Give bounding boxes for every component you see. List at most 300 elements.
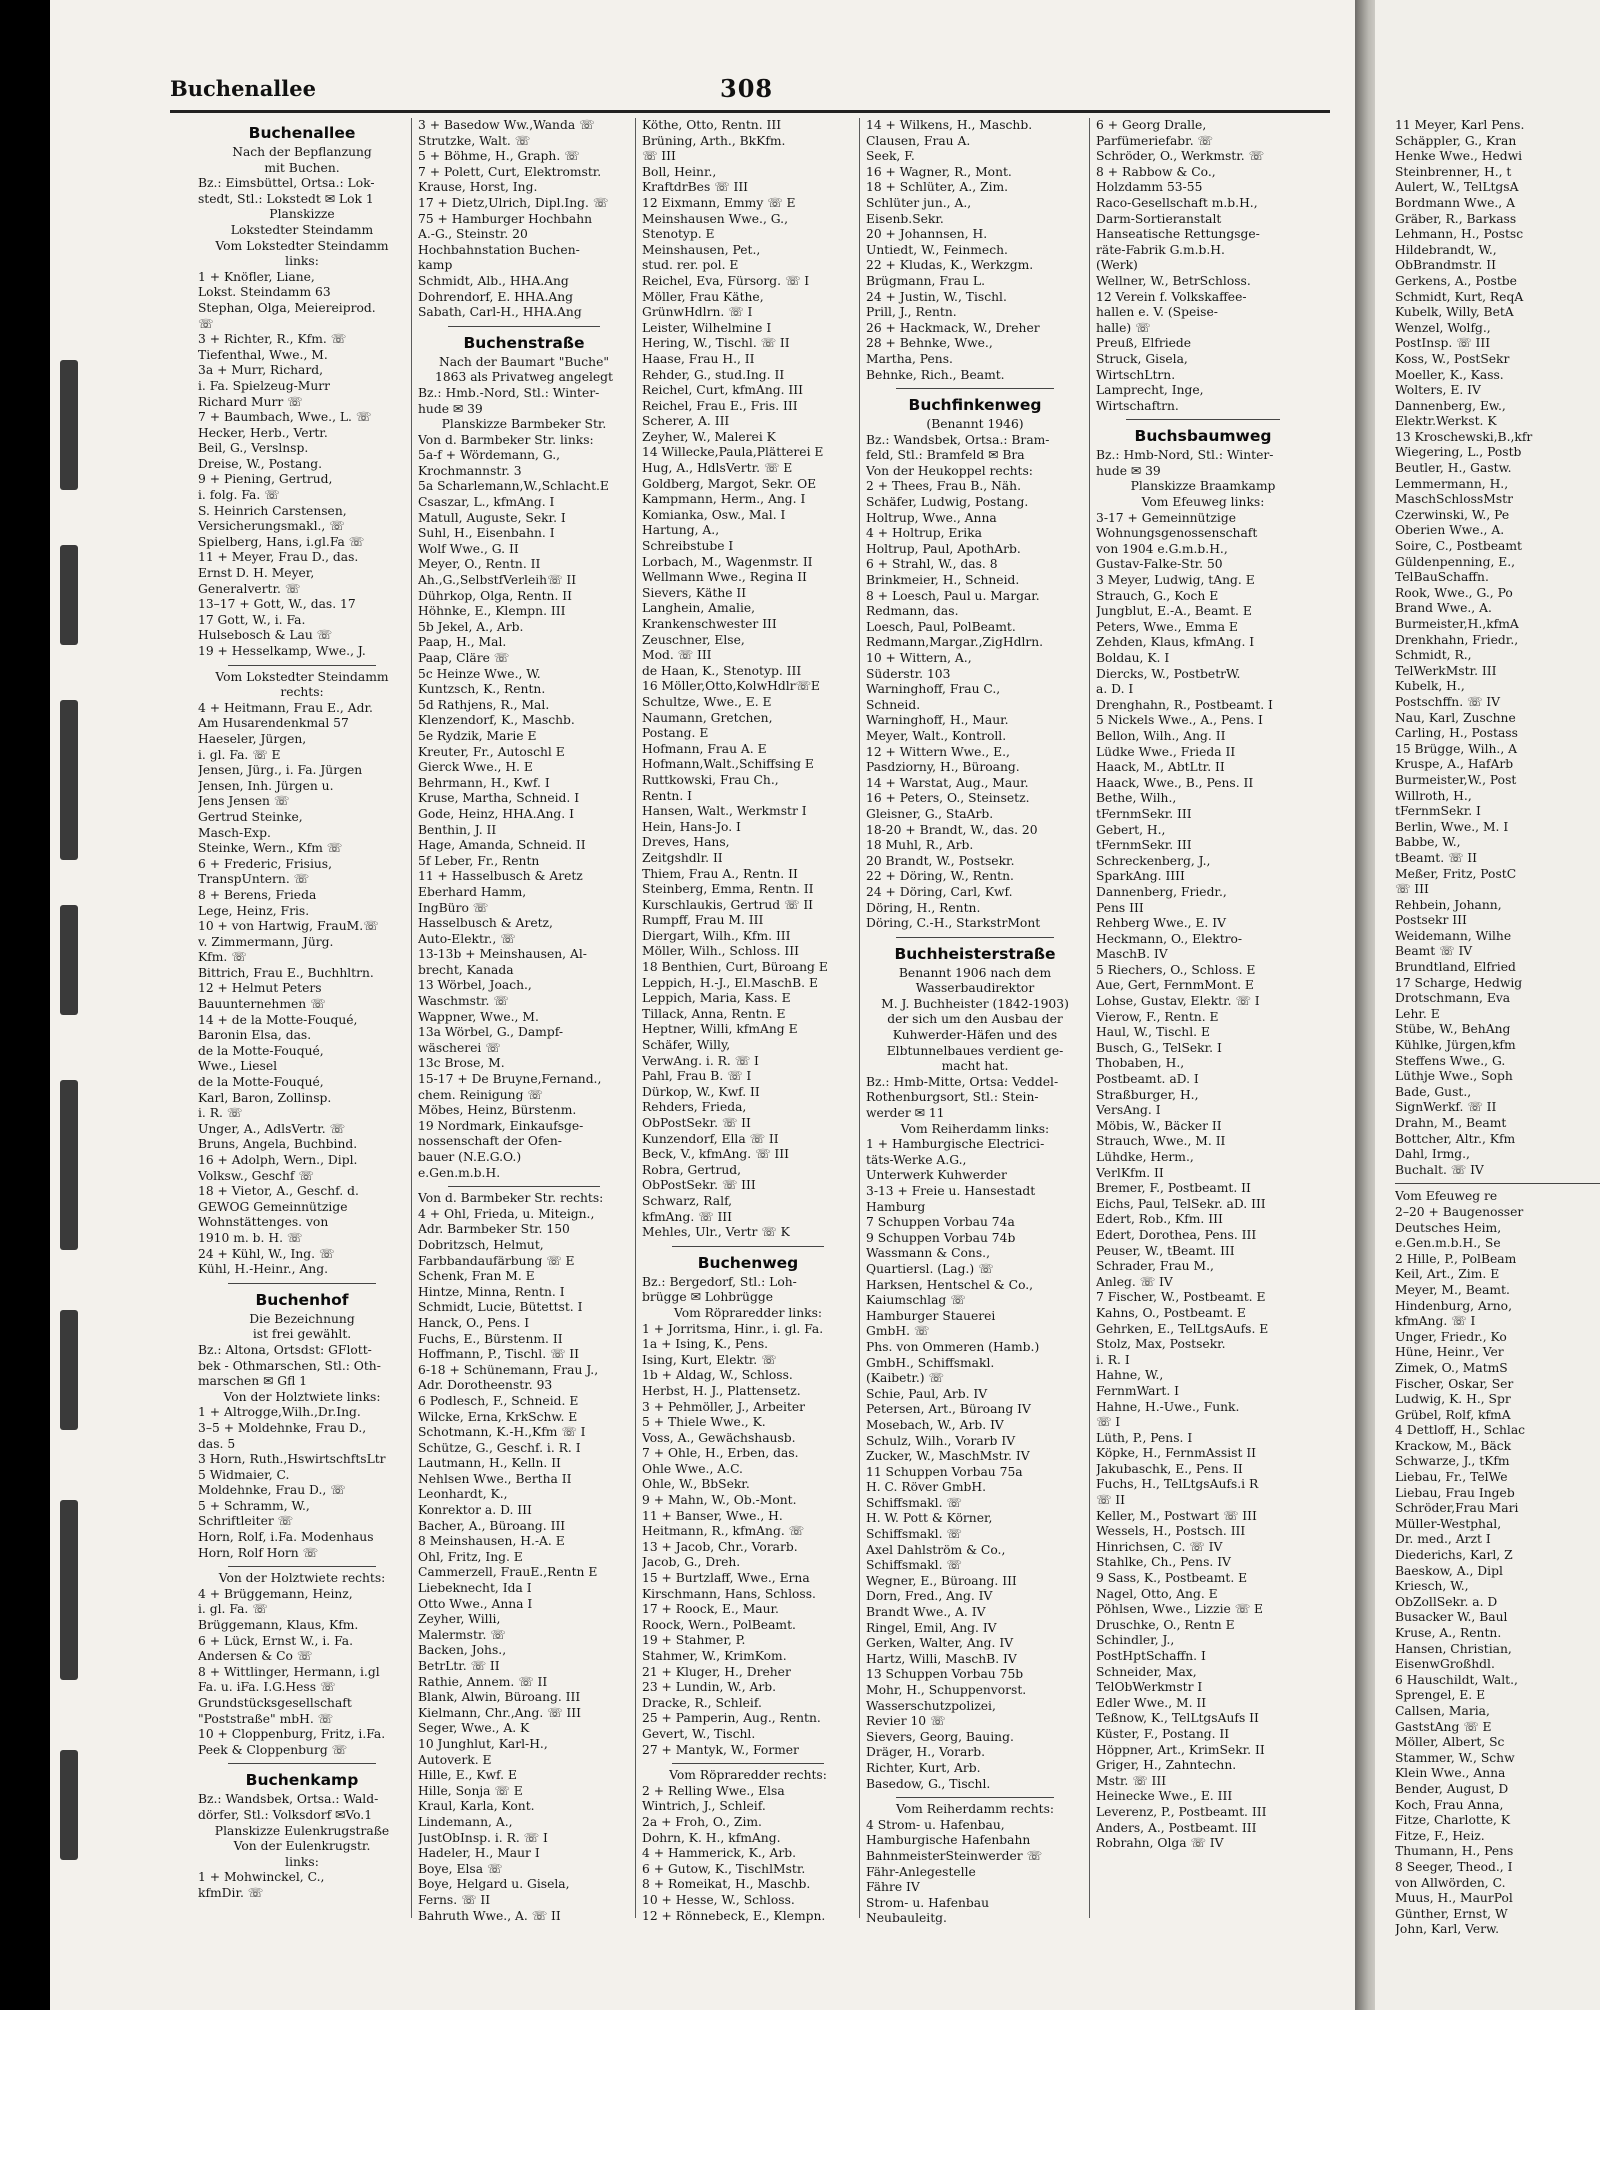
directory-entry: Schwarz, Ralf, bbox=[642, 1193, 733, 1208]
directory-entry: SignWerkf. ☏ II bbox=[1395, 1100, 1497, 1115]
directory-entry: Sprengel, E. E bbox=[1395, 1688, 1486, 1703]
directory-entry: 6 + Georg Dralle, bbox=[1096, 118, 1207, 132]
directory-entry: 5d Rathjens, R., Mal. bbox=[418, 697, 550, 712]
street-heading: Buchenkamp bbox=[245, 1771, 359, 1790]
directory-entry: Langhein, Amalie, bbox=[642, 601, 756, 616]
street-note: Benannt 1906 nach dem bbox=[898, 965, 1052, 980]
directory-entry: Heitmann, R., kfmAng. ☏ bbox=[642, 1524, 805, 1539]
directory-entry: Möbis, W., Bäcker II bbox=[1096, 1118, 1222, 1133]
directory-entry: Brüning, Arth., BkKfm. bbox=[642, 133, 786, 148]
directory-entry: 6 + Strahl, W., das. 8 bbox=[866, 557, 998, 572]
directory-entry: 6-18 + Schünemann, Frau J., bbox=[418, 1362, 599, 1377]
directory-entry: Adr. Barmbeker Str. 150 bbox=[418, 1222, 570, 1237]
directory-entry: Fuchs, H., TelLtgsAufs.i R bbox=[1096, 1477, 1259, 1492]
directory-entry: Sievers, Käthe II bbox=[642, 585, 747, 600]
directory-entry: Brügmann, Frau L. bbox=[866, 273, 985, 288]
directory-entry: Behnke, Rich., Beamt. bbox=[866, 367, 1005, 382]
directory-entry: Raco-Gesellschaft m.b.H., bbox=[1096, 195, 1258, 210]
directory-entry: Schiffsmakl. ☏ bbox=[866, 1495, 962, 1510]
directory-entry: Cammerzell, FrauE.,Rentn E bbox=[418, 1565, 598, 1580]
directory-entry: 2a + Froh, O., Zim. bbox=[642, 1814, 762, 1829]
directory-entry: Stahlke, Ch., Pens. IV bbox=[1096, 1555, 1231, 1570]
directory-entry: Schie, Paul, Arb. IV bbox=[866, 1386, 988, 1401]
directory-entry: Wolters, E. IV bbox=[1395, 383, 1481, 398]
directory-entry: Bruns, Angela, Buchbind. bbox=[198, 1137, 358, 1152]
directory-entry: Brundtland, Elfried bbox=[1395, 960, 1516, 975]
directory-entry: ObZollSekr. a. D bbox=[1395, 1594, 1498, 1609]
directory-entry: bek - Othmarschen, Stl.: Oth- bbox=[198, 1358, 381, 1373]
directory-entry: 3 Meyer, Ludwig, tAng. E bbox=[1096, 573, 1255, 588]
street-heading: Buchenstraße bbox=[463, 333, 585, 352]
directory-entry: Scherer, A. III bbox=[642, 414, 730, 429]
directory-entry: Carling, H., Postass bbox=[1395, 726, 1518, 741]
directory-entry: Peters, Wwe., Emma E bbox=[1096, 619, 1238, 634]
directory-entry: Willroth, H., bbox=[1395, 788, 1472, 803]
directory-entry: marschen ✉ Gfl 1 bbox=[198, 1374, 308, 1389]
directory-entry: VerwAng. i. R. ☏ I bbox=[642, 1053, 759, 1068]
directory-entry: 1a + Ising, K., Pens. bbox=[642, 1337, 769, 1352]
directory-entry: 1 + Knöfler, Liane, bbox=[198, 269, 315, 284]
directory-entry: i. R. I bbox=[1096, 1352, 1130, 1367]
directory-entry: Schindler, J., bbox=[1096, 1633, 1175, 1648]
section-rule bbox=[896, 1797, 1054, 1798]
directory-entry: Grundstücksgesellschaft bbox=[198, 1696, 352, 1710]
directory-entry: Wellmann Wwe., Regina II bbox=[642, 570, 807, 585]
street-heading: Buchsbaumweg bbox=[1134, 427, 1272, 446]
directory-entry: Thumann, H., Pens bbox=[1395, 1844, 1514, 1859]
directory-entry: Ohl, Fritz, Ing. E bbox=[418, 1549, 523, 1564]
directory-entry: SparkAng. IIII bbox=[1096, 869, 1185, 884]
directory-entry: Diederichs, Karl, Z bbox=[1395, 1548, 1513, 1563]
street-note: Vom Efeuweg re bbox=[1395, 1189, 1498, 1204]
directory-entry: Wolf Wwe., G. II bbox=[418, 541, 519, 556]
directory-entry: 5a Scharlemann,W.,Schlacht.E bbox=[418, 479, 609, 494]
directory-entry: 3-13 + Freie u. Hansestadt bbox=[866, 1184, 1036, 1198]
directory-entry: GrünwHdlrn. ☏ I bbox=[642, 305, 753, 320]
directory-entry: (Werk) bbox=[1096, 258, 1138, 273]
directory-entry: Straßburger, H., bbox=[1096, 1087, 1199, 1102]
directory-entry: Teßnow, K., TelLtgsAufs II bbox=[1096, 1711, 1259, 1726]
directory-entry: Liebeknecht, Ida I bbox=[418, 1581, 532, 1596]
section-rule bbox=[228, 1283, 376, 1284]
directory-entry: Hinrichsen, C. ☏ IV bbox=[1096, 1539, 1223, 1554]
section-rule bbox=[896, 388, 1054, 389]
directory-entry: Holtrup, Wwe., Anna bbox=[866, 510, 997, 525]
directory-entry: Schreckenberg, J., bbox=[1096, 853, 1211, 868]
directory-entry: Lemmermann, H., bbox=[1395, 476, 1509, 491]
directory-entry: Dahl, Irmg., bbox=[1395, 1147, 1470, 1162]
directory-entry: bauer (N.E.G.O.) bbox=[418, 1150, 522, 1164]
directory-entry: Ernst D. H. Meyer, bbox=[198, 566, 315, 581]
directory-entry: Stolz, Max, Postsekr. bbox=[1096, 1337, 1226, 1352]
directory-entry: Schenk, Fran M. E bbox=[418, 1269, 535, 1284]
directory-entry: Loesch, Paul, PolBeamt. bbox=[866, 619, 1016, 634]
directory-entry: Bz.: Hmb-Nord, Stl.: Winter- bbox=[1096, 448, 1274, 463]
directory-entry: Axel Dahlström & Co., bbox=[866, 1542, 1006, 1557]
directory-entry: Stenotyp. E bbox=[642, 227, 715, 242]
street-note: Vom Efeuweg links: bbox=[1141, 495, 1265, 510]
directory-entry: Otto Wwe., Anna I bbox=[418, 1596, 533, 1611]
directory-entry: 3 Horn, Ruth.,HswirtschftsLtr bbox=[198, 1452, 386, 1467]
directory-entry: Voss, A., Gewächshausb. bbox=[642, 1430, 796, 1445]
directory-entry: Hein, Hans-Jo. I bbox=[642, 819, 741, 834]
street-note: Planskizze bbox=[269, 207, 335, 222]
directory-entry: Phs. von Ommeren (Hamb.) bbox=[866, 1339, 1040, 1354]
directory-entry: Bittrich, Frau E., Buchhltrn. bbox=[198, 965, 374, 980]
directory-entry: Pens III bbox=[1096, 900, 1144, 915]
directory-entry: Zeuschner, Else, bbox=[642, 632, 745, 647]
directory-entry: Drenghahn, R., Postbeamt. I bbox=[1096, 697, 1273, 712]
directory-entry: Heinecke Wwe., E. III bbox=[1096, 1789, 1233, 1804]
directory-entry: Lorbach, M., Wagenmstr. II bbox=[642, 554, 813, 569]
street-note: Vom Röpraredder links: bbox=[673, 1305, 823, 1320]
directory-entry: 5 + Schramm, W., bbox=[198, 1498, 310, 1513]
directory-entry: Warninghoff, Frau C., bbox=[866, 682, 1001, 697]
directory-entry: Holtrup, Paul, ApothArb. bbox=[866, 541, 1021, 556]
directory-entry: 17 Scharge, Hedwig bbox=[1395, 975, 1523, 990]
directory-entry: Malermstr. ☏ bbox=[418, 1627, 506, 1642]
directory-entry: 3-17 + Gemeinnützige bbox=[1096, 510, 1236, 525]
directory-entry: Ohle Wwe., A.C. bbox=[642, 1461, 743, 1476]
directory-entry: Bade, Gust., bbox=[1395, 1084, 1472, 1099]
directory-entry: Edler Wwe., M. II bbox=[1096, 1695, 1207, 1710]
directory-entry: halle) ☏ bbox=[1096, 320, 1151, 335]
directory-entry: 7 Schuppen Vorbau 74a bbox=[866, 1215, 1015, 1230]
directory-entry: Reichel, Curt, kfmAng. III bbox=[642, 383, 803, 398]
directory-entry: Mstr. ☏ III bbox=[1096, 1773, 1167, 1788]
directory-entry: Adr. Dorotheenstr. 93 bbox=[418, 1378, 553, 1393]
column-rule bbox=[635, 118, 636, 1918]
directory-entry: Fähr-Anlegestelle bbox=[866, 1864, 976, 1879]
section-rule bbox=[672, 1763, 824, 1764]
column-3 bbox=[642, 118, 854, 2008]
directory-entry: Anleg. ☏ IV bbox=[1096, 1274, 1173, 1289]
section-rule bbox=[672, 1246, 824, 1247]
directory-entry: Fitze, Charlotte, K bbox=[1395, 1813, 1511, 1828]
directory-entry: Eichs, Paul, TelSekr. aD. III bbox=[1096, 1196, 1266, 1211]
directory-entry: 14 + de la Motte-Fouqué, bbox=[198, 1012, 358, 1027]
directory-entry: Babbe, W., bbox=[1395, 835, 1461, 850]
directory-entry: Quartiersl. (Lag.) ☏ bbox=[866, 1261, 994, 1276]
directory-entry: Rook, Wwe., G., Po bbox=[1395, 585, 1513, 600]
directory-entry: Heckmann, O., Elektro- bbox=[1096, 931, 1243, 946]
directory-entry: Neubauleitg. bbox=[866, 1911, 947, 1926]
column-rule bbox=[1089, 118, 1090, 1918]
directory-entry: Reichel, Eva, Fürsorg. ☏ I bbox=[642, 273, 810, 288]
directory-entry: Strom- u. Hafenbau bbox=[866, 1895, 990, 1910]
directory-entry: Bottcher, Altr., Kfm bbox=[1395, 1131, 1516, 1146]
directory-entry: Jacob, G., Dreh. bbox=[642, 1555, 741, 1570]
directory-entry: Masch-Exp. bbox=[198, 825, 271, 840]
directory-entry: Wassmann & Cons., bbox=[866, 1246, 990, 1261]
street-note: Nach der Baumart "Buche" bbox=[438, 354, 610, 369]
directory-entry: Gustav-Falke-Str. 50 bbox=[1096, 557, 1223, 572]
directory-entry: Schröder, O., Werkmstr. ☏ bbox=[1096, 149, 1264, 164]
directory-entry: i. gl. Fa. ☏ bbox=[198, 1602, 268, 1617]
directory-entry: Baeskow, A., Dipl bbox=[1395, 1563, 1503, 1578]
directory-entry: Dannenberg, Ew., bbox=[1395, 398, 1506, 413]
directory-entry: Mosebach, W., Arb. IV bbox=[866, 1417, 1004, 1432]
directory-entry: Möller, Wilh., Schloss. III bbox=[642, 944, 799, 959]
directory-entry: Jens Jensen ☏ bbox=[198, 794, 290, 809]
directory-entry: wäscherei ☏ bbox=[418, 1040, 501, 1055]
directory-entry: Deutsches Heim, bbox=[1395, 1220, 1502, 1235]
directory-entry: Liebau, Fr., TelWe bbox=[1395, 1470, 1508, 1485]
running-head-title: Buchenallee bbox=[170, 76, 316, 101]
directory-entry: Fischer, Oskar, Ser bbox=[1395, 1376, 1514, 1391]
directory-entry: 5 Widmaier, C. bbox=[198, 1467, 290, 1482]
directory-entry: Ising, Kurt, Elektr. ☏ bbox=[642, 1352, 777, 1367]
directory-entry: Postang. E bbox=[642, 726, 709, 741]
directory-entry: Haeseler, Jürgen, bbox=[198, 731, 307, 746]
directory-entry: Zeyher, W., Malerei K bbox=[642, 429, 776, 444]
street-note: rechts: bbox=[280, 685, 324, 700]
directory-entry: 22 + Kludas, K., Werkzgm. bbox=[866, 258, 1034, 273]
directory-entry: 17 Gott, W., i. Fa. bbox=[198, 612, 306, 627]
directory-entry: Hindenburg, Arno, bbox=[1395, 1298, 1512, 1313]
directory-entry: 75 + Hamburger Hochbahn bbox=[418, 211, 593, 226]
directory-entry: Gerkens, A., Postbe bbox=[1395, 273, 1517, 288]
directory-entry: Hahne, H.-Uwe., Funk. bbox=[1096, 1399, 1240, 1414]
directory-entry: Hanseatische Rettungsge- bbox=[1096, 227, 1260, 242]
directory-entry: Schäfer, Ludwig, Postang. bbox=[866, 495, 1029, 510]
directory-entry: Bordmann Wwe., A bbox=[1395, 195, 1515, 210]
directory-entry: Krochmannstr. 3 bbox=[418, 463, 522, 478]
directory-entry: 16 Möller,Otto,KolwHdlr☏E bbox=[642, 679, 820, 694]
directory-entry: Gertrud Steinke, bbox=[198, 809, 303, 824]
directory-entry: Berlin, Wwe., M. I bbox=[1395, 819, 1509, 834]
street-heading: Buchenweg bbox=[697, 1253, 799, 1272]
directory-entry: Goldberg, Margot, Sekr. OE bbox=[642, 476, 817, 491]
directory-entry: Lindemann, A., bbox=[418, 1814, 513, 1829]
directory-entry: 4 Dettloff, H., Schlac bbox=[1395, 1423, 1526, 1438]
directory-entry: Seek, F. bbox=[866, 149, 915, 164]
directory-entry: 13 Kroschewski,B.,kfr bbox=[1395, 429, 1533, 444]
directory-entry: Dorn, Fred., Ang. IV bbox=[866, 1589, 993, 1604]
directory-entry: Auto-Elektr., ☏ bbox=[418, 931, 516, 946]
directory-entry: Zeitgshdlr. II bbox=[642, 850, 723, 865]
directory-entry: Hansen, Walt., Werkmstr I bbox=[642, 804, 807, 819]
directory-entry: A.-G., Steinstr. 20 bbox=[418, 227, 528, 242]
directory-entry: Nagel, Otto, Ang. E bbox=[1096, 1586, 1218, 1601]
directory-entry: Warninghoff, H., Maur. bbox=[866, 713, 1009, 728]
directory-entry: 4 + Holtrup, Erika bbox=[866, 526, 983, 541]
directory-entry: Herbst, H. J., Plattensetz. bbox=[642, 1383, 801, 1398]
directory-entry: 4 + Ohl, Frieda, u. Miteign., bbox=[418, 1206, 595, 1221]
directory-entry: 5 Nickels Wwe., A., Pens. I bbox=[1096, 713, 1263, 728]
directory-entry: Rehberg Wwe., E. IV bbox=[1096, 916, 1226, 931]
directory-entry: 26 + Hackmack, W., Dreher bbox=[866, 320, 1040, 335]
directory-entry: Horn, Rolf Horn ☏ bbox=[198, 1545, 319, 1560]
directory-entry: TelObWerkmstr I bbox=[1096, 1680, 1203, 1695]
directory-entry: Petersen, Art., Büroang IV bbox=[866, 1402, 1031, 1417]
directory-entry: 21 + Kluger, H., Dreher bbox=[642, 1664, 791, 1679]
directory-entry: 22 + Döring, W., Rentn. bbox=[866, 869, 1014, 884]
directory-entry: 6 Podlesch, F., Schneid. E bbox=[418, 1393, 579, 1408]
directory-entry: Klein Wwe., Anna bbox=[1395, 1766, 1506, 1781]
directory-entry: 24 + Kühl, W., Ing. ☏ bbox=[198, 1246, 335, 1261]
directory-entry: 28 + Behnke, Wwe., bbox=[866, 336, 993, 351]
directory-entry: Wohnstättenges. von bbox=[198, 1215, 329, 1230]
directory-entry: Bz.: Wandsbek, Ortsa.: Bram- bbox=[866, 432, 1050, 447]
directory-entry: Pahl, Frau B. ☏ I bbox=[642, 1069, 752, 1084]
directory-entry: Rumpff, Frau M. III bbox=[642, 913, 764, 928]
directory-entry: Pöhlsen, Wwe., Lizzie ☏ E bbox=[1096, 1602, 1263, 1617]
directory-entry: 6 + Lück, Ernst W., i. Fa. bbox=[198, 1633, 354, 1648]
directory-entry: Lautmann, H., Kelln. II bbox=[418, 1456, 561, 1471]
street-note: mit Buchen. bbox=[264, 160, 340, 175]
directory-entry: 18 + Schlüter, A., Zim. bbox=[866, 180, 1009, 195]
directory-entry: Mohr, H., Schuppenvorst. bbox=[866, 1683, 1027, 1697]
directory-entry: feld, Stl.: Bramfeld ✉ Bra bbox=[866, 448, 1025, 463]
directory-entry: Wegner, E., Büroang. III bbox=[866, 1573, 1017, 1588]
directory-entry: Beil, G., Verslnsp. bbox=[198, 441, 309, 456]
street-note: Wasserbaudirektor bbox=[915, 981, 1035, 996]
directory-entry: GmbH. ☏ bbox=[866, 1324, 930, 1339]
directory-entry: Edert, Rob., Kfm. III bbox=[1096, 1212, 1223, 1227]
directory-entry: Parfümeriefabr. ☏ bbox=[1096, 133, 1213, 148]
directory-entry: 9 + Piening, Gertrud, bbox=[198, 472, 333, 487]
directory-entry: Bremer, F., Postbeamt. II bbox=[1096, 1181, 1251, 1196]
directory-entry: Rehders, Frieda, bbox=[642, 1100, 747, 1115]
directory-entry: Sabath, Carl-H., HHA.Ang bbox=[418, 305, 582, 320]
directory-entry: Schneid. bbox=[866, 697, 921, 712]
directory-entry: Versicherungsmakl., ☏ bbox=[198, 519, 345, 534]
directory-entry: 12 + Rönnebeck, E., Klempn. bbox=[642, 1908, 826, 1923]
directory-entry: Bauunternehmen ☏ bbox=[198, 997, 326, 1012]
directory-entry: Kriesch, W., bbox=[1395, 1579, 1469, 1594]
street-note: Planskizze Braamkamp bbox=[1130, 479, 1276, 494]
directory-entry: 10 Junghlut, Karl-H., bbox=[418, 1736, 548, 1751]
directory-entry: Kruse, A., Rentn. bbox=[1395, 1626, 1502, 1640]
directory-entry: ☏ III bbox=[1395, 882, 1429, 897]
directory-entry: Koss, W., PostSekr bbox=[1395, 351, 1510, 366]
directory-entry: Harksen, Hentschel & Co., bbox=[866, 1277, 1034, 1292]
directory-entry: Edert, Dorothea, Pens. III bbox=[1096, 1227, 1257, 1242]
directory-entry: hallen e. V. (Speise- bbox=[1096, 305, 1218, 320]
directory-entry: brügge ✉ Lohbrügge bbox=[642, 1290, 773, 1305]
directory-entry: Behrmann, H., Kwf. I bbox=[418, 775, 550, 790]
directory-entry: 4 + Brüggemann, Heinz, bbox=[198, 1586, 353, 1601]
directory-entry: Meßer, Fritz, PostC bbox=[1395, 866, 1517, 881]
directory-entry: 2 + Relling Wwe., Elsa bbox=[642, 1783, 785, 1798]
directory-entry: Czerwinski, W., Pe bbox=[1395, 507, 1510, 522]
street-note: Vom Lokstedter Steindamm bbox=[215, 238, 389, 253]
street-note: Lokstedter Steindamm bbox=[230, 222, 374, 237]
directory-entry: Günther, Ernst, W bbox=[1395, 1906, 1508, 1921]
directory-entry: Schütze, G., Geschf. i. R. I bbox=[418, 1440, 581, 1455]
directory-entry: 3 + Richter, R., Kfm. ☏ bbox=[198, 332, 347, 347]
directory-entry: Beutler, H., Gastw. bbox=[1395, 461, 1512, 476]
directory-entry: 8 Meinshausen, H.-A. E bbox=[418, 1534, 565, 1549]
directory-entry: 7 + Polett, Curt, Elektromstr. bbox=[418, 164, 602, 179]
directory-entry: H. C. Röver GmbH. bbox=[866, 1480, 986, 1495]
directory-entry: Hille, E., Kwf. E bbox=[418, 1768, 517, 1783]
street-note: (Benannt 1946) bbox=[926, 417, 1024, 432]
directory-entry: PostInsp. ☏ III bbox=[1395, 336, 1491, 351]
directory-entry: 5e Rydzik, Marie E bbox=[418, 728, 537, 743]
directory-entry: ObPostSekr. ☏ III bbox=[642, 1178, 756, 1193]
directory-entry: Callsen, Maria, bbox=[1395, 1703, 1490, 1718]
directory-entry: 8 Seeger, Theod., I bbox=[1395, 1859, 1513, 1874]
directory-entry: Lokst. Steindamm 63 bbox=[198, 285, 331, 300]
directory-entry: Ruttkowski, Frau Ch., bbox=[642, 772, 779, 787]
directory-entry: 1b + Aldag, W., Schloss. bbox=[642, 1368, 793, 1383]
directory-entry: Wappner, Wwe., M. bbox=[418, 1009, 539, 1024]
directory-entry: Kielmann, Chr.,Ang. ☏ III bbox=[418, 1705, 581, 1720]
directory-entry: Kruspe, A., HafArb bbox=[1395, 757, 1514, 772]
directory-entry: Gierck Wwe., H. E bbox=[418, 760, 533, 775]
directory-entry: 5b Jekel, A., Arb. bbox=[418, 619, 524, 634]
directory-entry: Mod. ☏ III bbox=[642, 648, 712, 663]
directory-entry: Kruse, Martha, Schneid. I bbox=[418, 791, 580, 806]
directory-entry: Robra, Gertrud, bbox=[642, 1162, 742, 1177]
directory-entry: Schultze, Wwe., E. E bbox=[642, 694, 772, 709]
directory-entry: de la Motte-Fouqué, bbox=[198, 1043, 324, 1058]
directory-entry: Gleisner, G., StaArb. bbox=[866, 806, 994, 821]
directory-entry: EisenwGroßhdl. bbox=[1395, 1657, 1495, 1672]
binding-shadow bbox=[50, 360, 110, 1920]
directory-entry: 18 + Vietor, A., Geschf. d. bbox=[198, 1184, 359, 1199]
directory-entry: Höhnke, E., Klempn. III bbox=[418, 604, 566, 619]
directory-entry: 14 Willecke,Paula,Plätterei E bbox=[642, 445, 824, 460]
directory-entry: Meinshausen Wwe., G., bbox=[642, 211, 788, 226]
directory-entry: Boldau, K. I bbox=[1096, 651, 1170, 665]
directory-entry: 10 + Cloppenburg, Fritz, i.Fa. bbox=[198, 1727, 386, 1742]
directory-entry: Hadeler, H., Maur I bbox=[418, 1846, 540, 1861]
directory-entry: 5 Riechers, O., Schloss. E bbox=[1096, 962, 1256, 977]
directory-entry: Liebau, Frau Ingeb bbox=[1395, 1485, 1515, 1500]
directory-entry: Wintrich, J., Schleif. bbox=[642, 1799, 766, 1814]
directory-entry: Dührkop, Olga, Rentn. II bbox=[418, 588, 573, 603]
directory-entry: Ringel, Emil, Ang. IV bbox=[866, 1620, 997, 1635]
directory-entry: Kampmann, Herm., Ang. I bbox=[642, 492, 806, 507]
directory-entry: Haul, W., Tischl. E bbox=[1096, 1025, 1210, 1040]
directory-entry: 19 Nordmark, Einkaufsge- bbox=[418, 1118, 584, 1133]
directory-entry: Vierow, F., Rentn. E bbox=[1096, 1009, 1219, 1024]
directory-entry: Preuß, Elfriede bbox=[1096, 336, 1192, 351]
directory-entry: ObPostSekr. ☏ II bbox=[642, 1116, 751, 1130]
directory-entry: Stammer, W., Schw bbox=[1395, 1750, 1515, 1765]
directory-entry: Brand Wwe., A. bbox=[1395, 601, 1492, 616]
directory-entry: H. W. Pott & Körner, bbox=[866, 1511, 993, 1526]
column-1 bbox=[198, 118, 406, 2008]
directory-entry: kamp bbox=[418, 258, 453, 273]
directory-entry: Drahn, M., Beamt bbox=[1395, 1116, 1507, 1130]
directory-entry: Bz.: Hmb.-Nord, Stl.: Winter- bbox=[418, 385, 600, 400]
directory-entry: Wohnungsgenossenschaft bbox=[1096, 526, 1258, 541]
directory-entry: Lamprecht, Inge, bbox=[1096, 383, 1204, 398]
street-note: Die Bezeichnung bbox=[249, 1311, 355, 1326]
directory-entry: Dreise, W., Postang. bbox=[198, 456, 323, 471]
directory-entry: Kfm. ☏ bbox=[198, 950, 247, 965]
directory-entry: e.Gen.m.b.H., Se bbox=[1395, 1236, 1501, 1251]
directory-entry: 11 + Banser, Wwe., H. bbox=[642, 1508, 783, 1523]
directory-entry: Klenzendorf, K., Maschb. bbox=[418, 713, 575, 728]
directory-entry: i. folg. Fa. ☏ bbox=[198, 488, 280, 503]
directory-entry: 12 Eixmann, Emmy ☏ E bbox=[642, 195, 796, 210]
directory-entry: Bellon, Wilh., Ang. II bbox=[1096, 728, 1226, 743]
directory-entry: Peuser, W., tBeamt. III bbox=[1096, 1243, 1235, 1258]
directory-entry: TelWerkMstr. III bbox=[1395, 663, 1497, 678]
directory-entry: Eisenb.Sekr. bbox=[866, 211, 944, 226]
directory-entry: Lüthje Wwe., Soph bbox=[1395, 1069, 1513, 1084]
directory-entry: Beamt ☏ IV bbox=[1395, 944, 1473, 959]
street-note: 1863 als Privatweg angelegt bbox=[435, 370, 613, 385]
directory-entry: von 1904 e.G.m.b.H., bbox=[1096, 541, 1228, 556]
directory-entry: Fuchs, E., Bürstenm. II bbox=[418, 1331, 563, 1346]
directory-entry: MaschB. IV bbox=[1096, 947, 1168, 962]
